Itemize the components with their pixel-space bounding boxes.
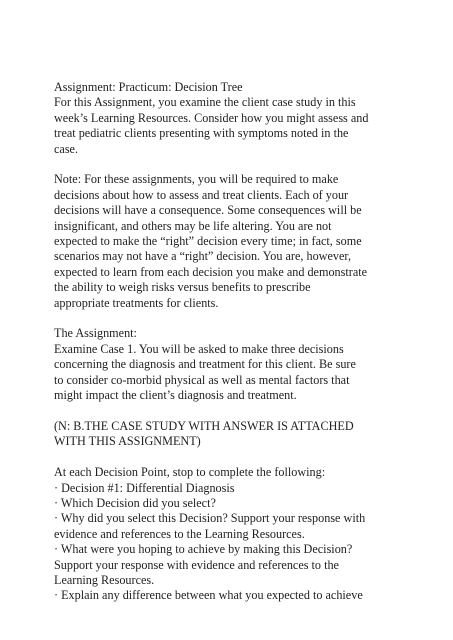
text-line: decisions about how to assess and treat clients. Each of your xyxy=(54,187,349,202)
text-line: Learning Resources. xyxy=(54,572,155,587)
list-item: · Explain any difference between what you expected to achieve xyxy=(54,588,363,603)
text-line: Examine Case 1. You will be asked to make three decisions xyxy=(54,341,344,356)
text-line: treat pediatric clients presenting with symptoms noted in the xyxy=(54,126,349,141)
decision-point-paragraph xyxy=(54,465,414,604)
text-line: (N: B.THE CASE STUDY WITH ANSWER IS ATTACHED xyxy=(54,418,354,433)
text-line: week’s Learning Resources. Consider how you might assess and xyxy=(54,110,369,125)
text-line: case. xyxy=(54,141,79,156)
text-line: expected to learn from each decision you make and demonstrate xyxy=(54,264,368,279)
text-line: decisions will have a consequence. Some consequences will be xyxy=(54,203,362,218)
text-line: For this Assignment, you examine the client case study in this xyxy=(54,95,356,110)
section-heading: The Assignment: xyxy=(54,326,137,341)
list-item: · What were you hoping to achieve by making this Decision? xyxy=(54,542,353,557)
document-body xyxy=(54,80,414,619)
text-line: insignificant, and others may be life altering. You are not xyxy=(54,218,332,233)
list-item: · Which Decision did you select? xyxy=(54,495,216,510)
assignment-title: Assignment: Practicum: Decision Tree xyxy=(54,80,243,94)
attachment-note-paragraph xyxy=(54,419,414,450)
text-line: appropriate treatments for clients. xyxy=(54,295,219,310)
list-item: · Why did you select this Decision? Support your response with xyxy=(54,511,366,526)
text-line: the ability to weigh risks versus benefits to prescribe xyxy=(54,280,311,295)
text-line: might impact the client’s diagnosis and treatment. xyxy=(54,388,297,403)
text-line: expected to make the “right” decision every time; in fact, some xyxy=(54,234,362,249)
text-line: At each Decision Point, stop to complete the following: xyxy=(54,465,326,480)
text-line: evidence and references to the Learning Resources. xyxy=(54,526,305,541)
text-line: Support your response with evidence and references to the xyxy=(54,557,339,572)
text-line: scenarios may not have a “right” decision. You are, however, xyxy=(54,249,351,264)
text-line: to consider co-morbid physical as well as mental factors that xyxy=(54,372,350,387)
text-line: WITH THIS ASSIGNMENT) xyxy=(54,434,201,449)
assignment-paragraph xyxy=(54,326,414,403)
intro-paragraph xyxy=(54,80,414,157)
text-line: Note: For these assignments, you will be required to make xyxy=(54,172,339,187)
list-item: · Decision #1: Differential Diagnosis xyxy=(54,480,235,495)
text-line: concerning the diagnosis and treatment for this client. Be sure xyxy=(54,357,356,372)
note-paragraph xyxy=(54,172,414,311)
